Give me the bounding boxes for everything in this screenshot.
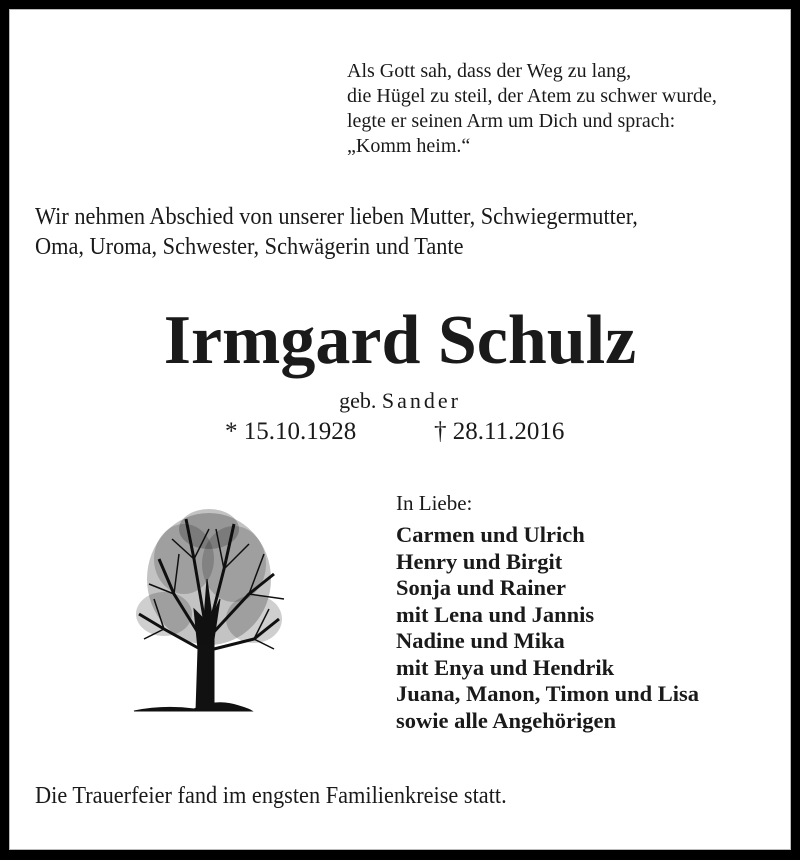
intro-line: Wir nehmen Abschied von unserer lieben Mutter, Schwiegermutter,	[35, 204, 638, 230]
mourner-entry: Carmen und Ulrich	[396, 522, 585, 547]
funeral-note: Die Trauerfeier fand im engsten Familienkreise statt.	[35, 783, 507, 809]
poem	[347, 59, 717, 159]
maiden-surname: Sander	[381, 388, 461, 413]
poem-line: legte er seinen Arm um Dich und sprach:	[347, 110, 676, 132]
mourner-entry: Henry und Birgit	[396, 548, 563, 574]
farewell-intro	[35, 202, 638, 262]
intro-line: Oma, Uroma, Schwester, Schwägerin und Tante	[35, 234, 464, 260]
maiden-prefix: geb.	[339, 388, 377, 413]
mourner-entry: mit Lena und Jannis	[396, 601, 595, 627]
mourner-entry: Juana, Manon, Timon und Lisa	[396, 681, 700, 706]
mourner-entry: Sonja und Rainer	[396, 575, 567, 600]
deceased-name: Irmgard Schulz	[163, 302, 637, 379]
mourner-entry: sowie alle Angehörigen	[396, 707, 616, 733]
death-date: † 28.11.2016	[434, 418, 565, 445]
maiden-name	[9, 388, 791, 414]
mourners-list	[396, 522, 699, 734]
birth-date: * 15.10.1928	[225, 418, 357, 445]
obituary-notice	[9, 9, 791, 850]
tree-icon	[124, 499, 294, 724]
poem-line: Als Gott sah, dass der Weg zu lang,	[347, 60, 632, 82]
mourner-entry: mit Enya und Hendrik	[396, 654, 615, 680]
mourners-heading: In Liebe:	[396, 491, 473, 515]
poem-line: „Komm heim.“	[347, 135, 471, 157]
mourner-entry: Nadine und Mika	[396, 628, 565, 653]
poem-line: die Hügel zu steil, der Atem zu schwer wurde,	[347, 85, 717, 107]
